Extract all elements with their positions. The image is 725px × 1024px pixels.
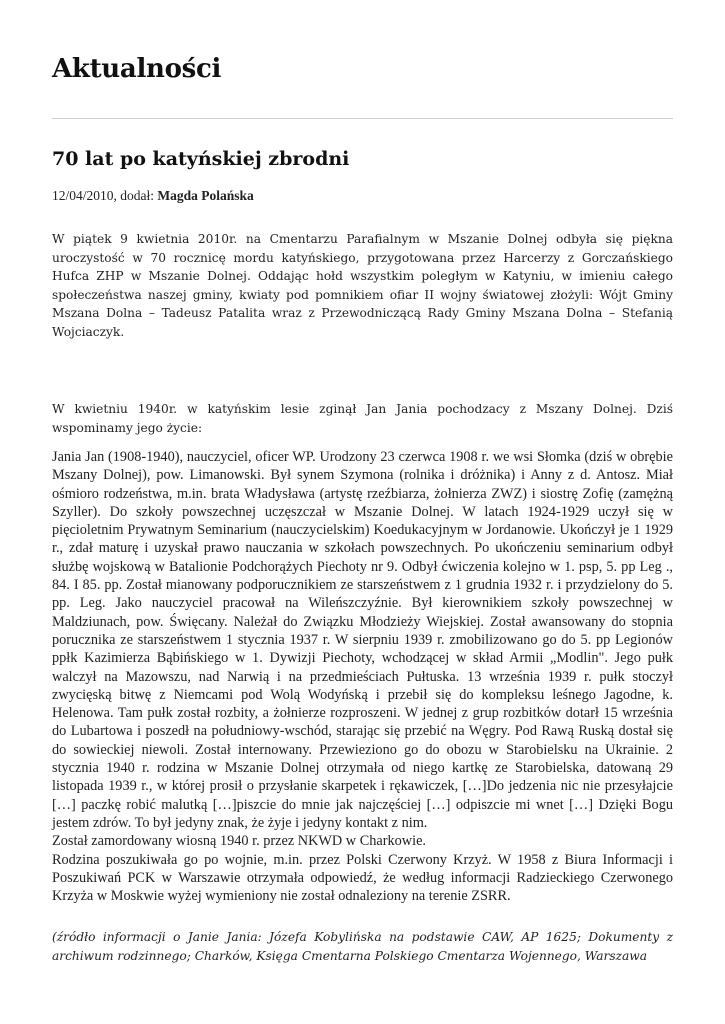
page-title: Aktualności [52,54,222,84]
biography-paragraph: Rodzina poszukiwała go po wojnie, m.in. przez Polski Czerwony Krzyż. W 1958 z Biura Informacji i Poszukiwań PCK w Warszawie otrzymała odpowiedź, że według informacji Radzieckiego Czerwonego Krzyża w Moskwie wyżej wymieniony nie został odnaleziony na terenie ZSRR. [52,851,673,905]
article-meta [52,188,254,204]
article-author: Magda Polańska [157,188,254,203]
article-date: 12/04/2010, dodał: [52,188,158,203]
article-title: 70 lat po katyńskiej zbrodni [52,148,350,170]
article-biography [52,448,673,905]
article-paragraph-ceremony: W piątek 9 kwietnia 2010r. na Cmentarzu Parafialnym w Mszanie Dolnej odbyła się piękna uroczystość w 70 rocznicę mordu katyńskiego, przygotowana przez Harcerzy z Gorczańskiego Hufca ZHP w Mszanie Dolnej. Oddając hołd wszystkim poległym w Katyniu, w imieniu całego społeczeństwa naszej gminy, kwiaty pod pomnikiem ofiar II wojny światowej złożyli: Wójt Gminy Mszana Dolna – Tadeusz Patalita wraz z Przewodniczącą Rady Gminy Mszana Dolna – Stefanią Wojciaczyk. [52,232,673,339]
divider [52,118,673,119]
article-paragraph-intro: W kwietniu 1940r. w katyńskim lesie zginął Jan Jania pochodzacy z Mszany Dolnej. Dziś wspominamy jego życie: [52,402,673,435]
biography-paragraph: Jania Jan (1908-1940), nauczyciel, oficer WP. Urodzony 23 czerwca 1908 r. we wsi Słomka (dziś w obrębie Mszany Dolnej), pow. Limanowski. Był synem Szymona (rolnika i dróżnika) i Anny z d. Antosz. Miał ośmioro rodzeństwa, m.in. brata Władysława (artystę rzeźbiarza, żołnierza ZWZ) i siostrę Zofię (zamężną Szyller). Do szkoły powszechnej uczęszczał w Mszanie Dolnej. W latach 1924-1929 uczył się w pięcioletnim Prywatnym Seminarium (nauczycielskim) Koedukacyjnym w Jordanowie. Ukończył je 1 1929 r., zdał maturę i uzyskał prawo nauczania w szkołach powszechnych. Po ukończeniu seminarium odbył służbę wojskową w Batalionie Podchorążych Piechoty nr 9. Odbył ćwiczenia kolejno w 1. psp, 5. pp Leg ., 84. I 85. pp. Został mianowany podporucznikiem ze starszeństwem z 1 grudnia 1932 r. i przydzielony do 5. pp. Leg. Jako nauczyciel pracował na Wileńszczyźnie. Był kierownikiem szkoły powszechnej w Maldziunach, pow. Święcany. Należał do Związku Młodzieży Wiejskiej. Został awansowany do stopnia porucznika ze starszeństwem 1 stycznia 1937 r. W sierpniu 1939 r. zmobilizowano go do 5. pp Legionów ppłk Kazimierza Bąbińskiego w 1. Dywizji Piechoty, wchodzącej w skład Armii „Modlin". Jego pułk walczył na Mazowszu, nad Narwią i na przedmieściach Pułtuska. 13 września 1939 r. pułk stoczył zwycięską bitwę z Niemcami pod Wolą Wodyńską i przebił się do kompleksu leśnego Jagodne, k. Helenowa. Tam pułk został rozbity, a żołnierze rozproszeni. W jednej z grup rozbitków dotarł 15 września do Lubartowa i poszedł na południowy-wschód, starając się przebić na Węgry. Pod Rawą Ruską dostał się do sowieckiej niewoli. Został internowany. Przewieziono go do obozu w Starobielsku na Ukrainie. 2 stycznia 1940 r. rodzina w Mszanie Dolnej otrzymała od niego kartkę ze Starobielska, datowaną 29 listopada 1939 r., w której prosił o przysłanie skarpetek i rękawiczek, […]Do jedzenia nic nie przesyłajcie […] paczkę robić malutką […]piszcie do mnie jak najczęściej […] odpiszcie mi wnet […] Dzięki Bogu jestem zdrów. To był jedyny znak, że żyje i jedyny kontakt z nim. [52,449,673,831]
biography-paragraph: Został zamordowany wiosną 1940 r. przez NKWD w Charkowie. [52,833,427,850]
article-sources: (źródło informacji o Janie Jania: Józefa Kobylińska na podstawie CAW, AP 1625; Dokumenty z archiwum rodzinnego; Charków, Księga Cmentarna Polskiego Cmentarza Wojennego, Warszawa [52,930,673,963]
